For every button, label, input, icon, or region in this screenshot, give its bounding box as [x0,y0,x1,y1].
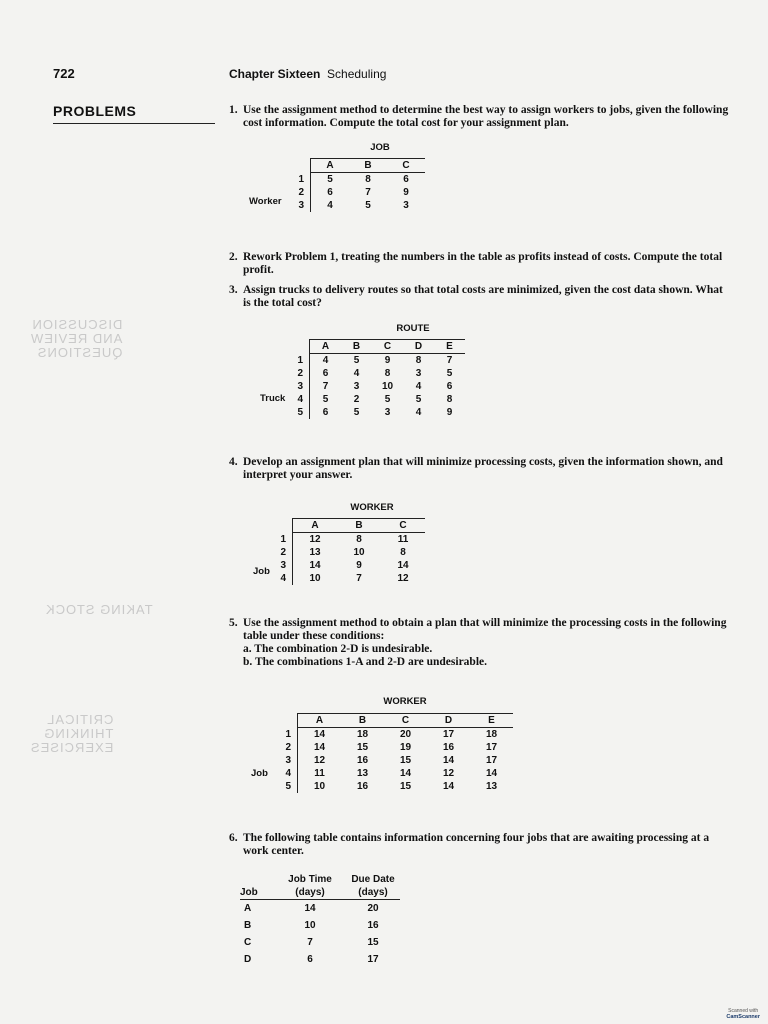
chapter-header [229,67,386,81]
page-number: 722 [53,66,75,81]
table-cell: 15 [399,755,412,766]
table-cell: 4 [311,199,350,212]
watermark-line-1: Scanned with [728,1008,759,1014]
problem-5-number: 5. [229,617,238,629]
column-header: A [311,159,350,173]
table-row [279,728,513,742]
job-header: Job [240,886,274,900]
job-time-cell: 6 [307,953,313,965]
column-header: C [384,714,427,728]
table-cell: 8 [415,355,422,366]
table-cell: 16 [356,781,369,792]
problem-2-number: 2. [229,251,238,263]
table-cell: 14 [397,560,409,571]
table-cell: 10 [381,381,394,392]
problem-1-line-2: cost information. Compute the total cost for your assignment plan. [243,117,569,129]
problem-5-table [279,713,513,793]
table-cell: 8 [356,534,362,545]
table-cell: 14 [293,559,338,572]
column-header: B [341,714,384,728]
table-cell: 5 [311,173,350,187]
table-cell: 3 [415,368,422,379]
table-row [279,780,513,793]
job-time-cell: 7 [307,936,313,948]
table-cell: 8 [384,368,391,379]
problem-3-caption: ROUTE [396,323,430,334]
table-cell: 14 [298,741,342,754]
table-row [278,572,425,585]
table-cell: 12 [397,573,409,584]
column-header: C [372,340,403,354]
scanner-watermark [726,1008,760,1020]
table-cell: 11 [397,534,409,545]
table-row [278,533,425,547]
bleed-through-heading-1: DISCUSSION AND REVIEW QUESTIONS [30,317,123,360]
bleed-through-heading-2: TAKING STOCK [45,602,153,617]
problem-1-number: 1. [229,104,238,116]
problem-5-line-2: table under these conditions: [243,630,385,642]
table-cell: 5 [353,407,360,418]
due-date-cell: 20 [367,902,379,914]
row-label: 2 [298,187,304,198]
row-label: 1 [297,354,303,366]
table-row [240,951,400,968]
table-cell: 13 [293,546,338,559]
table-cell: 14 [442,755,455,766]
row-label: 3 [285,755,291,766]
row-label: 3 [280,560,286,571]
row-label: 2 [280,547,286,558]
job-time-units: (days) [274,886,346,900]
table-row [287,367,465,380]
table-row [279,741,513,754]
table-cell: 4 [415,381,422,392]
table-row [282,186,425,199]
problem-4-line-1: Develop an assignment plan that will minimize processing costs, given the information shown, and [243,456,723,468]
problem-1-text [229,104,768,130]
job-time-header: Job Time [288,874,332,885]
column-header: B [349,159,387,173]
table-cell: 6 [446,381,453,392]
problem-6-table [240,873,400,968]
header-row [240,873,400,886]
job-cell: A [244,902,252,914]
column-header: E [434,340,465,354]
corner-cell [279,714,298,728]
problem-4-table [278,518,425,585]
header-row [279,714,513,728]
column-header: A [298,714,342,728]
job-cell: B [244,919,252,931]
table-cell: 18 [356,729,369,740]
table-row [279,767,513,780]
table-cell: 7 [365,187,371,198]
table-cell: 16 [442,742,455,753]
row-label: 1 [298,173,304,185]
problem-6-line-1: The following table contains information concerning four jobs that are awaiting processing at a [243,832,710,844]
column-header: A [310,340,342,354]
row-label: 1 [280,533,286,545]
column-header: E [470,714,513,728]
table-cell: 19 [399,742,412,753]
column-header: B [337,519,381,533]
problem-2-text [229,251,768,277]
table-cell: 16 [356,755,369,766]
row-label: 4 [297,394,303,405]
job-cell: C [244,936,252,948]
problem-3-line-1: Assign trucks to delivery routes so that total costs are minimized, given the cost data shown. What [243,284,723,296]
due-date-cell: 15 [367,936,379,948]
table-cell: 14 [399,768,412,779]
table-cell: 11 [298,767,342,780]
row-label: 3 [298,200,304,211]
problem-3-text [229,284,768,310]
table-cell: 5 [446,368,453,379]
table-cell: 17 [485,742,498,753]
row-label: 5 [285,781,291,792]
table-cell: 15 [399,781,412,792]
table-cell: 5 [415,394,422,405]
header-row [240,886,400,900]
table-cell: 5 [365,200,371,211]
table-row [278,546,425,559]
table-cell: 6 [310,367,342,380]
problem-4-line-2: interpret your answer. [243,469,353,481]
due-date-cell: 16 [367,919,379,931]
table-cell: 14 [298,728,342,742]
chapter-label: Chapter Sixteen [229,67,321,81]
problem-5-caption: WORKER [383,696,427,707]
problem-4-number: 4. [229,456,238,468]
corner-cell [287,340,310,354]
row-label: 3 [297,381,303,392]
problem-1-table [282,158,425,212]
table-cell: 9 [356,560,362,571]
problem-1-side-label: Worker [249,196,282,207]
problem-5-condition-a: a. The combination 2-D is undesirable. [243,643,433,655]
corner-cell [278,519,293,533]
table-row [240,900,400,917]
column-header: C [381,519,425,533]
problem-5-side-label: Job [251,768,268,779]
table-cell: 8 [446,394,453,405]
column-header: C [387,159,425,173]
job-time-cell: 10 [304,919,316,931]
section-label: Scheduling [327,67,387,81]
table-cell: 3 [384,407,391,418]
column-header: B [341,340,372,354]
table-cell: 10 [298,780,342,793]
row-label: 2 [297,368,303,379]
problem-2-line-2: profit. [243,264,274,276]
problem-3-line-2: is the total cost? [243,297,322,309]
table-cell: 9 [384,355,391,366]
table-row [287,380,465,393]
table-cell: 7 [310,380,342,393]
table-cell: 6 [403,174,409,185]
bleed-through-heading-3: CRITICAL THINKING EXERCISES [30,712,114,755]
problem-6-line-2: work center. [243,845,304,857]
column-header: D [403,340,434,354]
table-cell: 9 [403,187,409,198]
table-cell: 18 [485,729,498,740]
table-row [282,173,425,187]
row-label: 4 [280,573,286,584]
table-cell: 12 [293,533,338,547]
problem-2-line-1: Rework Problem 1, treating the numbers in the table as profits instead of costs. Compute the total [243,251,723,263]
table-cell: 14 [485,768,498,779]
watermark-line-2: CamScanner [726,1014,760,1020]
problem-5-condition-b: b. The combinations 1-A and 2-D are undesirable. [243,656,487,668]
header-spacer [240,873,274,886]
table-cell: 4 [353,368,360,379]
table-row [287,406,465,419]
table-cell: 17 [485,755,498,766]
header-row [282,159,425,173]
table-cell: 12 [442,768,455,779]
table-cell: 7 [356,573,362,584]
table-cell: 12 [298,754,342,767]
due-date-header: Due Date [351,874,395,885]
table-cell: 6 [310,406,342,419]
problem-6-number: 6. [229,832,238,844]
table-cell: 5 [310,393,342,406]
problem-6-text [229,832,768,858]
table-row [279,754,513,767]
table-cell: 5 [384,394,391,405]
table-cell: 7 [446,355,453,366]
problem-5-text [229,617,768,669]
problem-3-side-label: Truck [260,393,286,404]
table-row [282,199,425,212]
job-cell: D [244,953,252,965]
problem-4-text [229,456,768,482]
table-cell: 5 [353,355,360,366]
row-label: 1 [285,728,291,740]
row-label: 2 [285,742,291,753]
table-row [240,934,400,951]
header-row [278,519,425,533]
table-cell: 10 [353,547,365,558]
table-cell: 14 [442,781,455,792]
table-cell: 3 [403,200,409,211]
table-cell: 3 [353,381,360,392]
heading-rule [53,123,215,124]
table-cell: 15 [356,742,369,753]
problem-3-table [287,339,465,419]
row-label: 5 [297,407,303,418]
table-cell: 10 [293,572,338,585]
table-cell: 4 [415,407,422,418]
column-header: D [427,714,470,728]
corner-cell [282,159,311,173]
table-cell: 8 [400,547,406,558]
problem-5-line-1: Use the assignment method to obtain a plan that will minimize the processing costs in the following [243,617,727,629]
row-label: 4 [285,768,291,779]
table-cell: 6 [311,186,350,199]
problem-1-caption: JOB [370,142,390,153]
problem-1-line-1: Use the assignment method to determine the best way to assign workers to jobs, given the following [243,104,729,116]
due-date-units: (days) [346,886,400,900]
table-cell: 13 [356,768,369,779]
table-cell: 2 [353,394,360,405]
table-cell: 13 [485,781,498,792]
table-cell: 9 [446,407,453,418]
table-cell: 8 [365,174,371,185]
problems-heading: PROBLEMS [53,103,137,119]
table-cell: 20 [399,729,412,740]
problem-4-side-label: Job [253,566,270,577]
due-date-cell: 17 [367,953,379,965]
table-cell: 17 [442,729,455,740]
job-time-cell: 14 [304,902,316,914]
table-row [240,917,400,934]
table-row [287,354,465,368]
problem-3-number: 3. [229,284,238,296]
column-header: A [293,519,338,533]
header-row [287,340,465,354]
table-row [287,393,465,406]
table-cell: 4 [310,354,342,368]
table-row [278,559,425,572]
problem-4-caption: WORKER [350,502,394,513]
